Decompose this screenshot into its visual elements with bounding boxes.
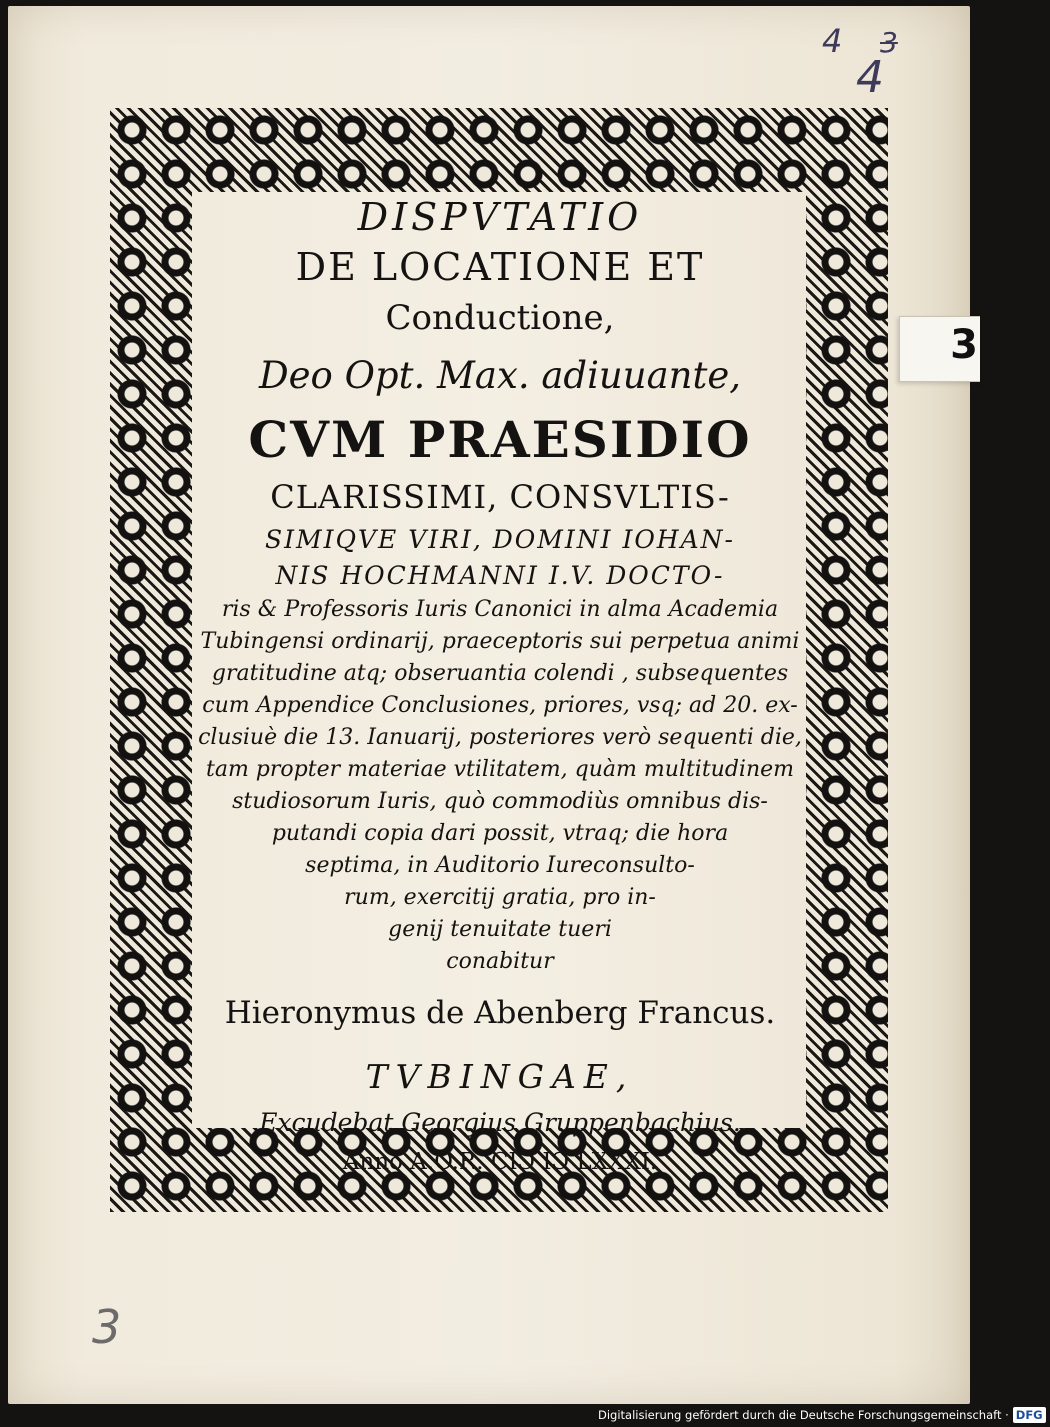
imprint-place: TVBINGAE,: [365, 1057, 635, 1096]
title-page-text: [190, 192, 810, 1180]
title-line: Conductione,: [385, 298, 615, 338]
imprint-year: Anno A.O.R. CIƆ IƆ LXXXI.: [342, 1149, 658, 1175]
printer-line: Excudebat Georgius Gruppenbachius.: [259, 1108, 741, 1137]
body-line: studiosorum Iuris, quò commodiùs omnibus dis-: [232, 789, 768, 814]
body-line: gratitudine atq; obseruantia colendi , subsequentes: [211, 661, 789, 686]
presider-line: SIMIQVE VIRI, DOMINI IOHAN-: [264, 525, 735, 554]
body-line: clusiuè die 13. Ianuarij, posteriores verò sequenti die,: [198, 725, 802, 750]
handwritten-page-number: 4: [822, 22, 843, 60]
dfg-logo: DFG: [1013, 1407, 1046, 1423]
presider-line: NIS HOCHMANNI I.V. DOCTO-: [275, 561, 725, 590]
body-line: ris & Professoris Iuris Canonici in alma Academia: [221, 597, 779, 622]
footer-credit-text: Digitalisierung gefördert durch die Deutsche Forschungsgemeinschaft ·: [598, 1408, 1009, 1422]
body-line: genij tenuitate tueri: [388, 917, 612, 942]
paper-tab-label: 3: [950, 322, 978, 368]
body-line: rum, exercitij gratia, pro in-: [344, 885, 656, 910]
handwritten-bottom-number: 3: [92, 1300, 122, 1354]
handwritten-struck-number: 3: [880, 26, 898, 59]
body-line: conabitur: [446, 949, 554, 974]
digitization-footer: [598, 1404, 1043, 1427]
body-line: putandi copia dari possit, vtraq; die hora: [271, 821, 729, 846]
dedication-line: Deo Opt. Max. adiuuante,: [259, 354, 741, 397]
respondent-name: Hieronymus de Abenberg Francus.: [224, 995, 776, 1031]
body-line: septima, in Auditorio Iureconsulto-: [305, 853, 695, 878]
title-line: DE LOCATIONE ET: [295, 245, 705, 289]
presider-line: CLARISSIMI, CONSVLTIS-: [270, 478, 730, 516]
handwritten-page-number-underlined: 4: [856, 52, 884, 103]
title-line: DISPVTATIO: [357, 195, 643, 239]
body-line: tam propter materiae vtilitatem, quàm multitudinem: [205, 757, 795, 782]
body-line: Tubingensi ordinarij, praeceptoris sui perpetua animi: [200, 629, 800, 654]
body-line: cum Appendice Conclusiones, priores, vsq; ad 20. ex-: [202, 693, 798, 718]
presidium-heading: CVM PRAESIDIO: [248, 410, 752, 469]
